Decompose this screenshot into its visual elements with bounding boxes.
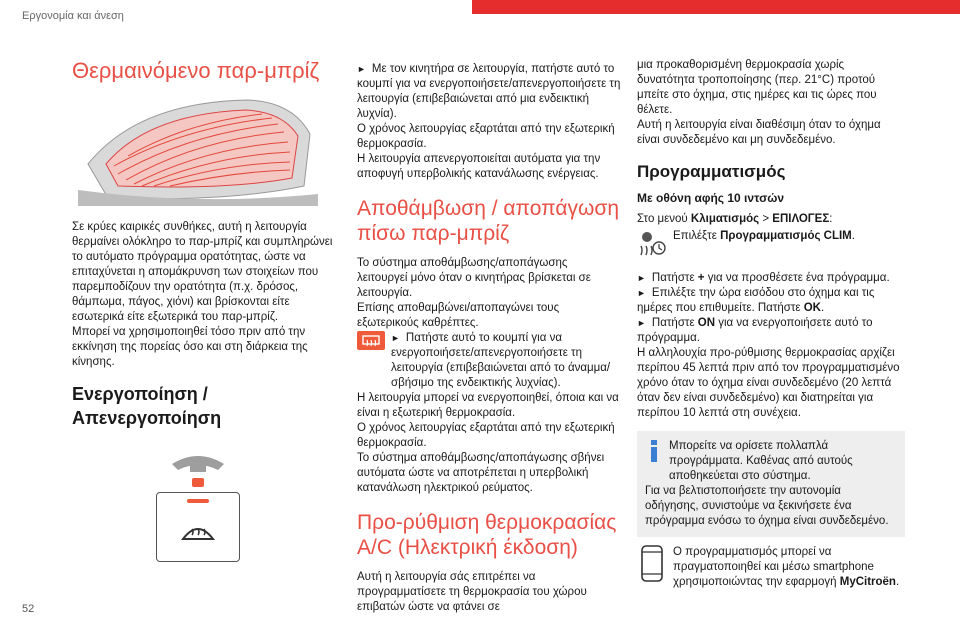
col1-paragraph: Μπορεί να χρησιμοποιηθεί τόσο πριν από την εκκίνηση της πορείας όσο και στη διάρκεια της κίνησης. — [72, 326, 308, 368]
col2-paragraph: Ο χρόνος λειτουργίας εξαρτάται από την εξωτερική θερμοκρασία. — [357, 422, 615, 449]
col1-paragraph: Σε κρύες καιρικές συνθήκες, αυτή η λειτουργία θερμαίνει ολόκληρο το παρ-μπρίζ και συμπληρώνει το αυτόματο πρόγραμμα ορατότητας, ώστε να επιταχύνεται η απομάκρυνση των στοιχείων που παρεμποδίζουν την ορατότητα (π.χ. δρόσος, θάμπωμα, πάγος, χιόνι) και βρίσκονται είτε εσωτερικά είτε εξωτερικά του παρ-μπρίζ. — [72, 221, 333, 323]
page-header: Εργονομία και άνεση — [22, 10, 124, 22]
ac-preconditioning-title: Προ-ρύθμιση θερμοκρασίας A/C (Ηλεκτρική έκδοση) — [357, 511, 617, 559]
column-middle — [357, 62, 621, 615]
front-defrost-button[interactable] — [156, 492, 240, 562]
header-accent-bar — [472, 0, 960, 14]
col2-paragraph: Επίσης αποθαμβώνει/αποπαγώνει τους εξωτερικούς καθρέπτες. — [357, 302, 560, 329]
note-text: Μπορείτε να ορίσετε πολλαπλά προγράμματα. Καθένας από αυτούς αποθηκεύεται στο σύστημα. — [669, 440, 853, 482]
col2-paragraph: ► Πατήστε αυτό το κουμπί για να ενεργοποιήσετε/απενεργοποιήσετε τη λειτουργία (επιβεβαιώνεται από το άναμμα/σβήσιμο της ενδεικτικής λυχνίας). — [391, 332, 611, 389]
activation-heading: Ενεργοποίηση / Απενεργοποίηση — [72, 384, 222, 428]
windshield-heating-illustration — [78, 94, 318, 206]
note-text: Για να βελτιστοποιήσετε την αυτονομία οδήγησης, συνιστούμε να ξεκινήσετε ένα πρόγραμμα ενόσω το όχημα είναι συνδεδεμένο. — [645, 485, 889, 527]
rear-defrost-title: Αποθάμβωση / αποπάγωση πίσω παρ-μπρίζ — [357, 197, 619, 245]
rear-defrost-icon — [357, 331, 385, 350]
col2-paragraph: Ο χρόνος λειτουργίας εξαρτάται από την εξωτερική θερμοκρασία. — [357, 123, 615, 150]
page-number: 52 — [22, 603, 35, 615]
step-time: ► Επιλέξτε την ώρα εισόδου στο όχημα και τις ημέρες που επιθυμείτε. Πατήστε OK. — [637, 287, 875, 314]
column-right — [637, 58, 905, 590]
col2-paragraph: Το σύστημα αποθάμβωσης/αποπάγωσης λειτουργεί μόνο όταν ο κινητήρας βρίσκεται σε λειτουργία. — [357, 257, 591, 299]
smartphone-note — [637, 545, 905, 590]
col2-paragraph: Η λειτουργία μπορεί να ενεργοποιηθεί, όποια και να είναι η εξωτερική θερμοκρασία. — [357, 392, 619, 419]
select-clim-text: Επιλέξτε Προγραμματισμός CLIM. — [673, 230, 855, 242]
col2-paragraph: Η λειτουργία απενεργοποιείται αυτόματα για την αποφυγή υπερβολικής κατανάλωσης ενέργειας. — [357, 153, 601, 180]
step-add: ► Πατήστε + για να προσθέσετε ένα πρόγραμμα. — [637, 272, 890, 284]
col2-paragraph: ► Με τον κινητήρα σε λειτουργία, πατήστε αυτό το κουμπί για να ενεργοποιήσετε/απενεργοποιήσετε τη λειτουργία (επιβεβαιώνεται από μια ενδεικτική λυχνία). — [357, 63, 621, 120]
info-note — [637, 431, 905, 537]
step-on: ► Πατήστε ON για να ενεργοποιήσετε αυτό το πρόγραμμα. — [637, 317, 873, 344]
climate-settings-icon — [637, 229, 667, 257]
front-defrost-icon — [180, 515, 216, 545]
rear-defrost-step — [357, 331, 621, 391]
smartphone-text: Ο προγραμματισμός μπορεί να πραγματοποιηθεί και μέσω smartphone χρησιμοποιώντας την εφαρμογή MyCitroën. — [673, 546, 900, 588]
select-clim-step — [637, 229, 905, 257]
smartphone-icon — [637, 545, 667, 583]
steering-wheel-icon — [168, 448, 228, 488]
menu-path: Στο μενού Κλιματισμός > ΕΠΙΛΟΓΕΣ: — [637, 213, 833, 225]
heated-windshield-title: Θερμαινόμενο παρ-μπρίζ — [72, 58, 320, 83]
programming-heading: Προγραμματισμός — [637, 162, 786, 181]
col2-paragraph: Αυτή η λειτουργία σάς επιτρέπει να προγραμματίσετε τη θερμοκρασία του χώρου επιβατών ώστε να φτάνει σε — [357, 571, 587, 613]
col3-paragraph: Η αλληλουχία προ-ρύθμισης θερμοκρασίας αρχίζει περίπου 45 λεπτά πριν από τον προγραμματισμένο χρόνο όταν το όχημα είναι συνδεδεμένο (20 λεπτά όταν δεν είναι συνδεδεμένο) και διατηρείται για περίπου 10 λεπτά στη συνέχεια. — [637, 347, 900, 419]
touchscreen-subheading: Με οθόνη αφής 10 ιντσών — [637, 191, 785, 205]
column-left — [72, 58, 334, 562]
info-icon — [645, 439, 663, 463]
col3-paragraph: Αυτή η λειτουργία είναι διαθέσιμη όταν το όχημα είναι συνδεδεμένο και μη συνδεδεμένο. — [637, 119, 881, 146]
col2-paragraph: Το σύστημα αποθάμβωσης/αποπάγωσης σβήνει αυτόματα ώστε να αποτρέπεται η υπερβολική κατανάλωση ηλεκτρικού ρεύματος. — [357, 452, 605, 494]
col3-paragraph: μια προκαθορισμένη θερμοκρασία χωρίς δυνατότητα τροποποίησης (περ. 21°C) προτού μπείτε στο όχημα, στις ημέρες και τις ώρες που θέλετε. — [637, 59, 877, 116]
